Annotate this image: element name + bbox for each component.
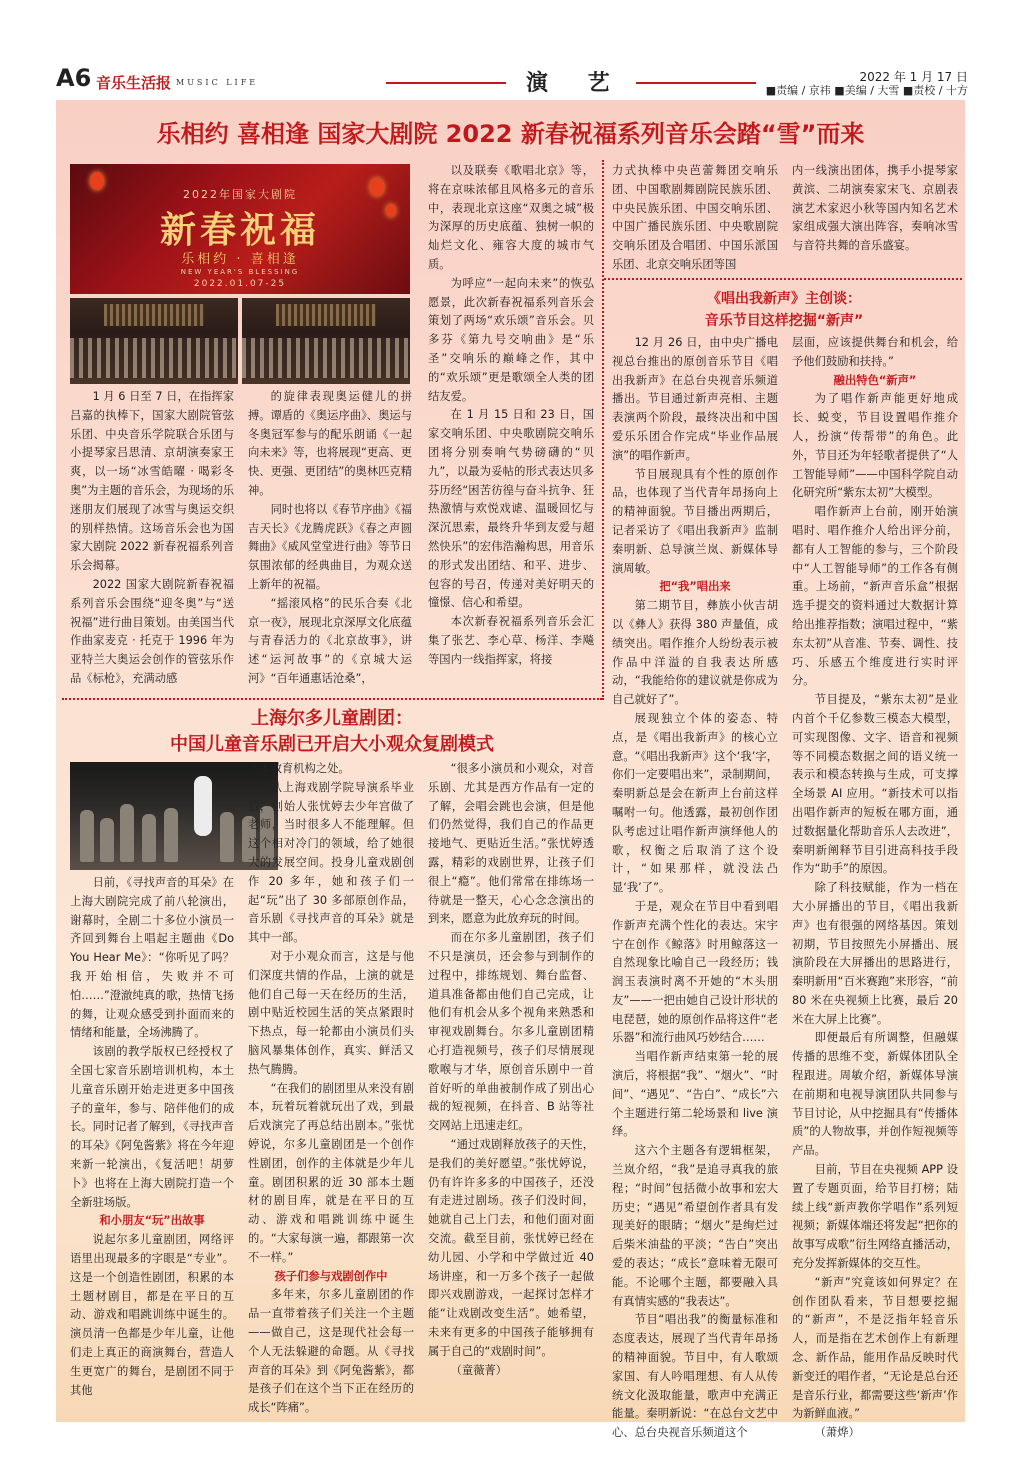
paragraph: “通过戏剧释放孩子的天性，是我们的美好愿望。”张忧婷说，仍有许许多多的中国孩子，还没有走进过剧场。孩子们没时间，她就自己上门去，和他们面对面交流。截至目前，张忧婷已经在幼儿园、小学和中学做过近 40 场讲座，和一万多个孩子一起做即兴戏剧游戏，一起探讨怎样才能“让戏剧改变生活”。她希望，未来有更多的中国孩子能够拥有属于自己的“戏剧时间”。 bbox=[428, 1137, 594, 1358]
article2-col4 bbox=[612, 334, 778, 1443]
byline: （萧烨） bbox=[814, 1426, 860, 1440]
paragraph: 唱作新声上台前，刚开始演唱时、唱作推介人给出评分前，都有人工智能的参与，三个阶段中“人工智能导师”的工作各有侧重。上场前，“新声音乐盒”根据选手提交的资料通过大数据计算给出推荐指数；演唱过程中，“紫东太初”从音准、节奏、调性、技巧、乐感五个维度进行实时评分。 bbox=[792, 505, 958, 688]
paragraph: 12 月 26 日，由中央广播电视总台推出的原创音乐节目《唱出我新声》在总台央视音乐频道播出。节目通过新声亮相、主题表演两个阶段，最终决出和中国爱乐乐团合作完成“毕业作品展演”的唱作新声。 bbox=[612, 336, 778, 462]
performer-figure bbox=[120, 804, 134, 862]
article1-col3 bbox=[428, 162, 594, 670]
paragraph: 对于小观众而言，这是与他们深度共情的作品，上演的就是他们自己每一天在经历的生活，剧中贴近校园生活的笑点紧跟时下热点，每一轮都由小演员们头脑风暴集体创作，真实、鲜活又热气腾腾。 bbox=[248, 949, 414, 1076]
paragraph: “在我们的剧团里从来没有剧本，玩着玩着就玩出了戏，到最后戏演完了再总结出剧本。”张忧婷说，尔多儿童剧团是一个创作性剧团，创作的主体就是少年儿童。剧团积累的近 30 部本土题材的剧目库，就是在平日的互动、游戏和唱跳训练中诞生的。“大家每演一遍，都跟第一次不一样。” bbox=[248, 1081, 414, 1264]
article1-col2 bbox=[248, 388, 412, 689]
paragraph: 多年来，尔多儿童剧团的作品一直带着孩子们关注一个主题——做自己，这是现代社会每一个人无法躲避的命题。从《寻找声音的耳朵》到《阿兔酱紫》，都是孩子们在这个当下正在经历的成长“阵痛”。 bbox=[248, 1288, 414, 1415]
performer-figure bbox=[220, 812, 234, 862]
poster-subtitle: 乐相约 · 喜相逢 bbox=[181, 252, 299, 267]
article3-col3 bbox=[428, 760, 594, 1380]
editor-credits: ■责编 / 京祎 ■美编 / 大雪 ■责校 / 十方 bbox=[765, 84, 968, 97]
article3-col1 bbox=[70, 874, 234, 1400]
paper-name: 音乐生活报 bbox=[96, 74, 172, 92]
paragraph: 艺术教育机构之处。 bbox=[248, 762, 350, 775]
paragraph: 第二期节目，彝族小伙吉胡以《彝人》获得 380 声量值，成绩突出。唱作推介人纷纷表示被作品中洋溢的自我表达所感动，“我能给你的建议就是你成为自己就好了”。 bbox=[612, 599, 778, 707]
organ-pipes bbox=[276, 304, 377, 326]
paragraph: 在 1 月 15 日和 23 日，国家交响乐团、中央歌剧院交响乐团将分别奏响气势磅礴的“贝九”，以最为妥帖的形式表达贝多芬历经“困苦彷徨与奋斗抗争、狂热激情与欢悦戏谑、温暖回忆与深沉思索，最终升华到友爱与超然快乐”的宏伟浩瀚构思，用音乐的形式发出团结、和平、进步、包容的号召，传递对美好明天的憧憬、信心和希望。 bbox=[428, 408, 594, 610]
dotted-divider-vertical bbox=[602, 160, 604, 700]
article2-headline-line1: 《唱出我新声》主创谈： bbox=[707, 291, 861, 307]
paragraph: 说起尔多儿童剧团，网络评语里出现最多的字眼是“专业”。这是一个创造性剧团，积累的本土题材剧目，都是在平日的互动、游戏和唱跳训练中诞生的。演员清一色都是少年儿童，让他们走上真正的商演舞台，营造人生更宽广的舞台，是剧团不同于其他 bbox=[70, 1233, 234, 1397]
new-year-blessing-poster bbox=[70, 164, 410, 294]
paragraph: 1 月 6 日至 7 日，在指挥家吕嘉的执棒下，国家大剧院管弦乐团、中央音乐学院联合乐团与小提琴家吕思清、京胡演奏家王爽，以一场“冰雪皓曜 · 喝彩冬奥”为主题的音乐会，为现场的乐迷朋友们展现了冰雪与奥运交织的别样热情。这场音乐会也为国家大剧院 2022 新春祝福系列音乐会揭幕。 bbox=[70, 390, 235, 573]
paragraph: 为呼应“一起向未来”的恢弘愿景，此次新春祝福系列音乐会策划了两场“欢乐颂”音乐会。贝多芬《第九号交响曲》是“乐圣”交响乐的巅峰之作，其中的“欢乐颂”更是歌颂全人类的团结友爱。 bbox=[428, 276, 594, 403]
article3-headline-line1: 上海尔多儿童剧团： bbox=[251, 708, 413, 729]
paragraph: 本次新春祝福系列音乐会汇集了张艺、李心草、杨洋、李飚等国内一线指挥家，将接 bbox=[428, 615, 594, 666]
poster-title: 新春祝福 bbox=[159, 209, 320, 251]
paragraph: 即便最后有所调整，但融媒传播的思维不变，新媒体团队全程跟进。周敏介绍，新媒体导演在前期和电视导演团队共同参与节目讨论，从中挖掘具有“传播体质”的人物故事，并创作短视频等产品。 bbox=[792, 1031, 958, 1158]
paragraph: 从上海戏剧学院导演系毕业后，创始人张忧婷去少年宫做了老师，当时很多人不能理解。但这个相对冷门的领域，给了她很大的发展空间。投身儿童戏剧创作 20 多年，她和孩子们一起“玩”出了 30 多部原创作品，音乐剧《寻找声音的耳朵》就是其中一部。 bbox=[248, 780, 414, 945]
poster-top-text: 2022年国家大剧院 bbox=[183, 188, 297, 201]
paragraph: 节目展现具有个性的原创作品，也体现了当代青年昂扬向上的精神面貌。节目播出两期后，记者采访了《唱出我新声》监制秦明新、总导演兰岚、新媒体导演周敏。 bbox=[612, 467, 778, 575]
issue-date: 2022 年 1 月 17 日 bbox=[859, 70, 968, 84]
performer-figure bbox=[100, 818, 114, 862]
section-title: 演 艺 bbox=[526, 70, 626, 96]
subheading: 和小朋友“玩”出故事 bbox=[99, 1214, 205, 1228]
paragraph: 该剧的教学版权已经授权了全国七家音乐剧培训机构，本土儿童音乐剧开始走进更多中国孩子的童年，参与、陪伴他们的成长。同时记者了解到，《寻找声音的耳朵》《阿兔酱紫》将在今年迎来新一轮演出，《复活吧！胡萝卜》也将在上海大剧院打造一个全新驻场版。 bbox=[70, 1045, 234, 1209]
performer-figure bbox=[142, 814, 156, 862]
article1-col4 bbox=[612, 162, 778, 275]
section-rule-right bbox=[636, 82, 756, 84]
orchestra-seats bbox=[70, 338, 238, 378]
bunny-costume bbox=[194, 776, 212, 836]
page-number: A6 bbox=[56, 64, 92, 92]
paragraph: 节目提及，“紫东太初”是业内首个千亿参数三模态大模型，可实现图像、文字、语音和视频等不同模态数据之间的语义统一表示和模态转换与生成，可支撑全场景 AI 应用。“新技术可以指出唱作新声的短板在哪方面，通过数据量化帮助音乐人去改进”，秦明新阐释节目引进高科技手段作为“助手”的原因。 bbox=[792, 693, 958, 876]
paragraph: 内一线演出团体，携手小提琴家黄滨、二胡演奏家宋飞、京剧表演艺术家迟小秋等国内知名艺术家组成强大演出阵容，奏响冰雪与音符共舞的音乐盛宴。 bbox=[792, 164, 958, 253]
article2-col5 bbox=[792, 334, 958, 1443]
paragraph: “很多小演员和小观众，对音乐剧、尤其是西方作品有一定的了解，会唱会跳也会演，但是他们仍然觉得，我们自己的作品更接地气、更贴近生活。”张忧婷透露，精彩的戏剧世界，让孩子们很上“瘾”。他们常常在排练场一待就是一整天，心心念念演出的到来，愿意为此放弃玩的时间。 bbox=[428, 762, 594, 926]
section-rule-left bbox=[386, 82, 506, 84]
poster-english: NEW YEAR'S BLESSING bbox=[180, 268, 300, 276]
paragraph: 以及联奏《歌唱北京》等，将在京味浓郁且风格多元的音乐中，表现北京这座“双奥之城”极为深厚的历史底蕴、独树一帜的灿烂文化、雍容大度的城市气质。 bbox=[428, 164, 594, 271]
performer-figure bbox=[164, 808, 178, 862]
paper-name-en: MUSIC LIFE bbox=[176, 78, 259, 87]
paragraph: 这六个主题各有逻辑框架，兰岚介绍，“我”是追寻真我的旅程；“时间”包括微小故事和宏大历史；“遇见”希望创作者具有发现美好的眼睛；“烟火”是绚烂过后柴米油盐的平淡；“告白”突出爱的表达；“成长”意味着无限可能。不论哪个主题，都要融入具有真情实感的“我表达”。 bbox=[612, 1144, 778, 1308]
paragraph: 日前，《寻找声音的耳朵》在上海大剧院完成了前八轮演出，谢幕时，全剧二十多位小演员一齐回到舞台上唱起主题曲《Do You Hear Me》：“你听见了吗？我开始相信，失败并不可怕……”澄澈纯真的歌，热情飞扬的舞，让观众感受到扑面而来的情绪和能量，全场沸腾了。 bbox=[70, 876, 235, 1040]
paragraph: “新声”究竟该如何界定？在创作团队看来，节目想要挖掘的“新声”，不是泛指年轻音乐人，而是指在艺术创作上有新理念、新作品，能用作品反映时代新变迁的唱作者，“无论是总台还是音乐行业，都需要这些‘新声’作为新鲜血液。” bbox=[792, 1275, 958, 1421]
paragraph: 除了科技赋能，作为一档在大小屏播出的节目，《唱出我新声》也有很强的网络基因。策划初期，节目按照先小屏播出、展演阶段在大屏播出的思路进行，秦明新用“百米赛跑”来形容，“前 80 米在央视频上比赛，最后 20 米在大屏上比赛”。 bbox=[792, 881, 958, 1026]
orchestra-seats bbox=[242, 338, 410, 378]
paragraph: 的旋律表现奥运健儿的拼搏。谭盾的《奥运序曲》、奥运与冬奥冠军参与的配乐朗诵《一起向未来》等，也将展现“更高、更快、更强、更团结”的奥林匹克精神。 bbox=[248, 390, 413, 497]
paragraph: 力式执棒中央芭蕾舞团交响乐团、中国歌剧舞剧院民族乐团、中央民族乐团、中国交响乐团、中国广播民族乐团、中央歌剧院交响乐团及合唱团、中国乐派国乐团、北京交响乐团等国 bbox=[612, 164, 778, 271]
paragraph: 同时也将以《春节序曲》《福吉天长》《龙腾虎跃》《春之声圆舞曲》《威风堂堂进行曲》等节日氛围浓郁的经典曲目，为观众送上新年的祝福。 bbox=[248, 502, 412, 591]
paragraph: 而在尔多儿童剧团，孩子们不只是演员，还会参与到制作的过程中，排练规划、舞台监督、道具准备都由他们自己完成，让他们有机会从多个视角来熟悉和审视戏剧舞台。尔多儿童剧团精心打造视频号，孩子们尽情展现歌喉与才华，原创音乐剧中一首首好听的单曲被制作成了别出心裁的短视频，在抖音、B 站等社交网站上迅速走红。 bbox=[428, 931, 594, 1133]
masthead bbox=[56, 64, 968, 98]
paragraph: 于是，观众在节目中看到唱作新声充满个性化的表达。宋宇宁在创作《鲸落》时用鲸落这一自然现象比喻自己一段经历；钱润玉表演时离不开她的“木头朋友”——一把由她自己设计形状的电琵琶，她的原创作品将这件“老乐器”和流行曲风巧妙结合…… bbox=[612, 899, 778, 1045]
paragraph: “摇滚风格”的民乐合奏《北京一夜》，展现北京深厚文化底蕴与青春活力的《北京故事》，讲述“运河故事”的《京城大运河》“百年通惠话沧桑”， bbox=[248, 596, 412, 685]
subheading: 把“我”唱出来 bbox=[659, 580, 731, 594]
article1-col5 bbox=[792, 162, 958, 256]
children-musical-photo bbox=[70, 762, 278, 870]
poster-date: 2022.01.07-25 bbox=[193, 279, 287, 289]
paragraph: 节目“唱出我”的衡量标准和态度表达，展现了当代青年昂扬的精神面貌。节目中，有人歌颂家国、有人吟唱理想、有人从传统文化汲取能量，歌声中充满正能量。秦明新说：“在总台文艺中心、总台央视音乐频道这个 bbox=[612, 1313, 778, 1440]
article1-col1 bbox=[70, 388, 234, 689]
article3-col2 bbox=[248, 760, 414, 1418]
article1-headline: 乐相约 喜相逢 国家大剧院 2022 新春祝福系列音乐会踏“雪”而来 bbox=[156, 120, 865, 148]
performer-figure bbox=[80, 810, 94, 862]
orchestra-photo-2 bbox=[242, 298, 410, 384]
subheading: 融出特色“新声” bbox=[833, 373, 917, 387]
orchestra-photo-1 bbox=[70, 298, 238, 384]
dotted-divider-horizontal bbox=[62, 698, 602, 700]
organ-pipes bbox=[104, 304, 205, 326]
article3-headline-line2: 中国儿童音乐剧已开启大小观众复剧模式 bbox=[170, 734, 494, 755]
paragraph: 目前，节目在央视频 APP 设置了专题页面，给节目打榜；陆续上线“新声教你学唱作”系列短视频；新媒体端还将发起“把你的故事写成歌”衍生网络直播活动，充分发挥新媒体的交互性。 bbox=[792, 1163, 958, 1271]
article2-headline-line2: 音乐节目这样挖掘“新声” bbox=[704, 313, 864, 329]
paragraph: 2022 国家大剧院新春祝福系列音乐会围绕“迎冬奥”与“送祝福”进行曲目策划。由美国当代作曲家麦克 · 托克于 1996 年为亚特兰大奥运会创作的管弦乐作品《标枪》，充满动感 bbox=[70, 577, 235, 685]
byline: （童薇菁） bbox=[450, 1363, 508, 1377]
dotted-divider-horizontal bbox=[604, 278, 962, 280]
subheading: 孩子们参与戏剧创作中 bbox=[274, 1269, 388, 1283]
paragraph: 为了唱作新声能更好地成长、蜕变，节目设置唱作推介人，扮演“传帮带”的角色。此外，节目还为年轻歌者提供了“人工智能导师”——中国科学院自动化研究所“紫东太初”大模型。 bbox=[792, 392, 958, 500]
paragraph: 层面，应该提供舞台和机会，给予他们鼓励和扶持。” bbox=[792, 336, 958, 368]
paragraph: 当唱作新声结束第一轮的展演后，将根据“我”、“烟火”、“时间”、“遇见”、“告白”、“成长”六个主题进行第二轮场景和 live 演绎。 bbox=[612, 1050, 778, 1139]
paragraph: 展现独立个体的姿态、特点，是《唱出我新声》的核心立意。“《唱出我新声》这个‘我’字，你们一定要唱出来”，录制期间，秦明新总是会在新声上台前这样嘱咐一句。他透露，最初创作团队考虑过让唱作新声演绎他人的歌，权衡之后取消了这个设计，“如果那样，就没法凸显‘我’了”。 bbox=[612, 711, 778, 895]
